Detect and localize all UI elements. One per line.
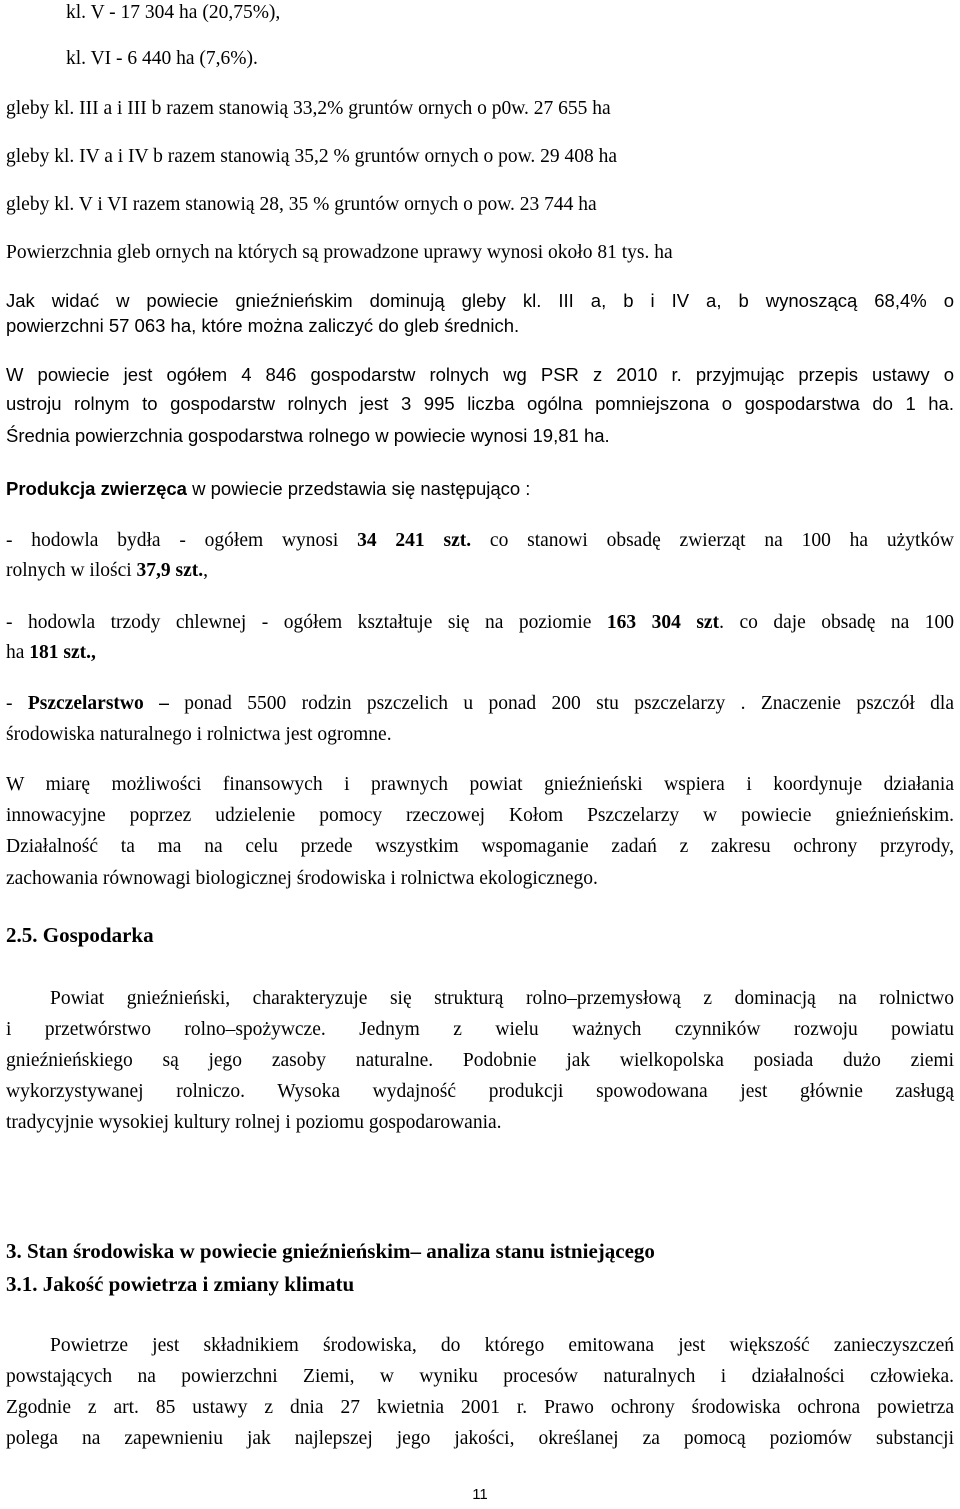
- page-number: 11: [472, 1486, 488, 1503]
- text-span: rolnych w ilości: [6, 560, 137, 581]
- text-span: - hodowla bydła - ogółem wynosi: [6, 530, 358, 551]
- text-line: Powiat gnieźnieński, charakteryzuje się strukturą rolno–przemysłową z dominacją na rolnictwo: [50, 988, 954, 1009]
- text-span: ,: [203, 560, 209, 581]
- text-line: gnieźnieńskiego są jego zasoby naturalne. Podobnie jak wielkopolska posiada dużo ziemi: [6, 1050, 954, 1071]
- text-span: co stanowi obsadę zwierząt na 100 ha użytków: [471, 530, 955, 551]
- text-line: [6, 558, 954, 584]
- text-line: środowiska naturalnego i rolnictwa jest ogromne.: [6, 724, 392, 745]
- text-line: [6, 691, 954, 717]
- text-span: -: [6, 693, 28, 714]
- text-line: kl. V - 17 304 ha (20,75%),: [66, 2, 281, 23]
- text-span: - hodowla trzody chlewnej - ogółem kształtuje się na poziomie: [6, 612, 607, 633]
- bold-value: 163 304 szt: [606, 612, 720, 633]
- text-line: powstających na powierzchni Ziemi, w wyniku procesów naturalnych i działalności człowieka.: [6, 1366, 954, 1387]
- text-line: W miarę możliwości finansowych i prawnych powiat gnieźnieński wspiera i koordynuje działania: [6, 774, 954, 795]
- text-line: gleby kl. IV a i IV b razem stanowią 35,2 % gruntów ornych o pow. 29 408 ha: [6, 146, 618, 167]
- text-line: i przetwórstwo rolno–spożywcze. Jednym z wielu ważnych czynników rozwoju powiatu: [6, 1019, 954, 1040]
- chapter-heading: 3. Stan środowiska w powiecie gnieźnieńskim– analiza stanu istniejącego: [6, 1239, 655, 1263]
- text-line: [6, 528, 954, 554]
- text-line: innowacyjne poprzez udzielenie pomocy rzeczowej Kołom Pszczelarzy w powiecie gnieźnieńskim.: [6, 805, 954, 826]
- text-span: . co daje obsadę na 100: [719, 612, 955, 633]
- section-intro: [6, 476, 954, 502]
- text-line: zachowania równowagi biologicznej środowiska i rolnictwa ekologicznego.: [6, 868, 598, 889]
- bold-value: 181 szt.,: [29, 642, 96, 663]
- text-line: Powierzchnia gleb ornych na których są prowadzone uprawy wynosi około 81 tys. ha: [6, 242, 673, 263]
- section-heading: 3.1. Jakość powietrza i zmiany klimatu: [6, 1272, 355, 1296]
- text-line: tradycyjnie wysokiej kultury rolnej i poziomu gospodarowania.: [6, 1112, 502, 1133]
- text-line: [6, 610, 954, 636]
- text-span: ha: [6, 642, 30, 663]
- text-line: gleby kl. III a i III b razem stanowią 33,2% gruntów ornych o p0w. 27 655 ha: [6, 98, 611, 119]
- text-line: powierzchni 57 063 ha, które można zaliczyć do gleb średnich.: [6, 315, 520, 336]
- text-span: w powiecie przedstawia się następująco :: [186, 478, 531, 499]
- text-line: [6, 640, 954, 666]
- text-line: Działalność ta ma na celu przede wszystkim wspomaganie zadań z zakresu ochrony przyrody,: [6, 836, 954, 857]
- text-line: wykorzystywanej rolniczo. Wysoka wydajność produkcji spowodowana jest głównie zasługą: [6, 1081, 954, 1102]
- bold-term: Produkcja zwierzęca: [6, 478, 187, 499]
- text-line: polega na zapewnieniu jak najlepszej jego jakości, określanej za pomocą poziomów substancji: [6, 1428, 954, 1449]
- text-line: Powietrze jest składnikiem środowiska, do którego emitowana jest większość zanieczyszczeń: [50, 1335, 954, 1356]
- text-line: gleby kl. V i VI razem stanowią 28, 35 % gruntów ornych o pow. 23 744 ha: [6, 194, 597, 215]
- text-span: ponad 5500 rodzin pszczelich u ponad 200 stu pszczelarzy . Znaczenie pszczół dla: [168, 693, 954, 714]
- section-heading: 2.5. Gospodarka: [6, 923, 154, 947]
- text-line: Średnia powierzchnia gospodarstwa rolnego w powiecie wynosi 19,81 ha.: [6, 425, 610, 446]
- text-line: Jak widać w powiecie gnieźnieńskim dominują gleby kl. III a, b i IV a, b wynoszącą 68,4% o: [6, 290, 954, 311]
- text-line: ustroju rolnym to gospodarstw rolnych jest 3 995 liczba ogólna pomniejszona o gospodarstwa do 1 ha.: [6, 393, 954, 414]
- bold-term: Pszczelarstwo –: [27, 693, 169, 714]
- text-line: W powiecie jest ogółem 4 846 gospodarstw rolnych wg PSR z 2010 r. przyjmując przepis ustawy o: [6, 364, 954, 385]
- bold-value: 34 241 szt.: [357, 530, 472, 551]
- text-line: kl. VI - 6 440 ha (7,6%).: [66, 48, 258, 69]
- text-line: Zgodnie z art. 85 ustawy z dnia 27 kwietnia 2001 r. Prawo ochrony środowiska ochrona powietrza: [6, 1397, 954, 1418]
- bold-value: 37,9 szt.: [136, 560, 204, 581]
